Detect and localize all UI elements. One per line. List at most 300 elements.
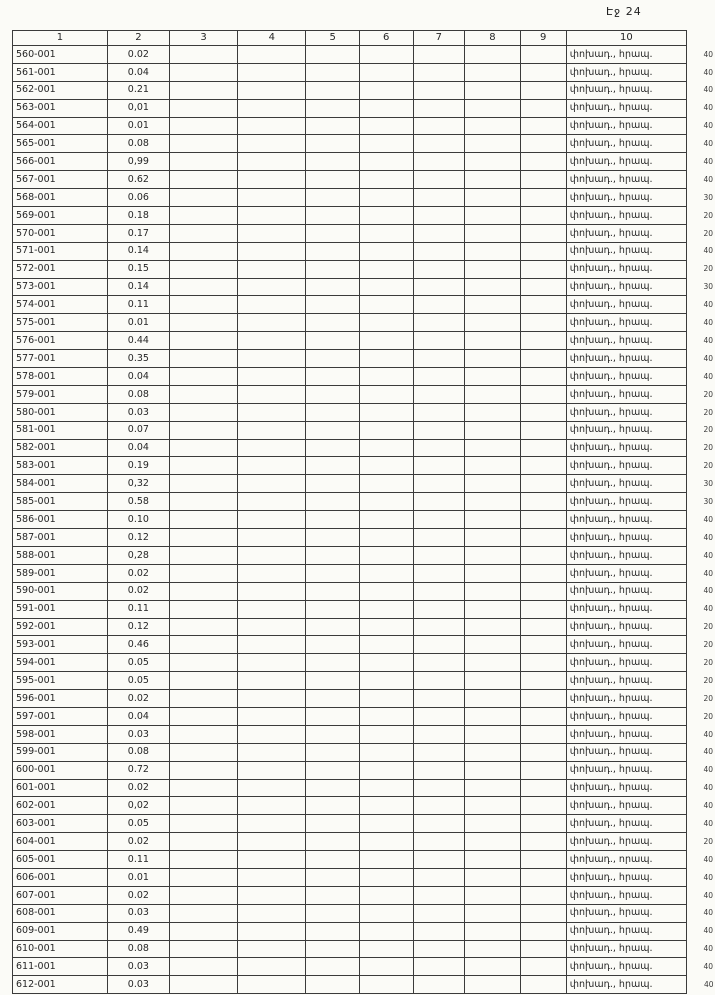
value-cell: 0.46 bbox=[107, 636, 169, 654]
code-cell: 610-001 bbox=[13, 940, 108, 958]
margin-number: 20 bbox=[703, 657, 713, 667]
value-cell: 0.05 bbox=[107, 815, 169, 833]
column-header-8: 8 bbox=[465, 31, 520, 46]
code-cell: 581-001 bbox=[13, 421, 108, 439]
empty-cell bbox=[169, 63, 237, 81]
note-cell: փոխադ., հրապ. bbox=[566, 904, 686, 922]
margin-number: 40 bbox=[703, 926, 713, 936]
empty-cell bbox=[359, 761, 413, 779]
margin-number: 40 bbox=[703, 854, 713, 864]
empty-cell bbox=[359, 242, 413, 260]
empty-cell bbox=[465, 421, 520, 439]
empty-cell bbox=[520, 743, 566, 761]
note-cell: փոխադ., հրապ. bbox=[566, 636, 686, 654]
empty-cell bbox=[306, 618, 360, 636]
empty-cell bbox=[359, 725, 413, 743]
empty-cell bbox=[238, 189, 306, 207]
empty-cell bbox=[465, 224, 520, 242]
empty-cell bbox=[465, 725, 520, 743]
value-cell: 0.06 bbox=[107, 189, 169, 207]
code-cell: 594-001 bbox=[13, 654, 108, 672]
empty-cell bbox=[413, 135, 465, 153]
table-row bbox=[13, 242, 715, 260]
empty-cell bbox=[169, 368, 237, 386]
empty-cell bbox=[465, 690, 520, 708]
empty-cell bbox=[306, 457, 360, 475]
empty-cell bbox=[359, 815, 413, 833]
table-row bbox=[13, 546, 715, 564]
empty-cell bbox=[238, 958, 306, 976]
empty-cell bbox=[169, 815, 237, 833]
value-cell: 0.35 bbox=[107, 350, 169, 368]
empty-cell bbox=[465, 350, 520, 368]
empty-cell bbox=[238, 99, 306, 117]
empty-cell bbox=[238, 779, 306, 797]
empty-cell bbox=[238, 725, 306, 743]
margin-number: 40 bbox=[703, 174, 713, 184]
note-cell: փոխադ., հրապ. bbox=[566, 189, 686, 207]
note-cell: փոխադ., հրապ. bbox=[566, 725, 686, 743]
empty-cell bbox=[306, 511, 360, 529]
empty-cell bbox=[169, 278, 237, 296]
empty-cell bbox=[306, 600, 360, 618]
empty-cell bbox=[359, 207, 413, 225]
note-cell: փոխադ., հրապ. bbox=[566, 135, 686, 153]
code-cell: 564-001 bbox=[13, 117, 108, 135]
value-cell: 0.17 bbox=[107, 224, 169, 242]
note-cell: փոխադ., հրապ. bbox=[566, 117, 686, 135]
empty-cell bbox=[169, 153, 237, 171]
note-cell: փոխադ., հրապ. bbox=[566, 582, 686, 600]
empty-cell bbox=[413, 63, 465, 81]
empty-cell bbox=[465, 171, 520, 189]
value-cell: 0.08 bbox=[107, 940, 169, 958]
note-cell: փոխադ., հրապ. bbox=[566, 385, 686, 403]
code-cell: 588-001 bbox=[13, 546, 108, 564]
empty-cell bbox=[359, 511, 413, 529]
empty-cell bbox=[238, 546, 306, 564]
empty-cell bbox=[520, 278, 566, 296]
empty-cell bbox=[306, 743, 360, 761]
empty-cell bbox=[238, 278, 306, 296]
note-cell: փոխադ., հրապ. bbox=[566, 350, 686, 368]
code-cell: 589-001 bbox=[13, 564, 108, 582]
empty-cell bbox=[520, 886, 566, 904]
margin-number: 40 bbox=[703, 586, 713, 596]
empty-cell bbox=[413, 886, 465, 904]
empty-cell bbox=[520, 385, 566, 403]
empty-cell bbox=[413, 368, 465, 386]
table-row bbox=[13, 332, 715, 350]
empty-cell bbox=[520, 242, 566, 260]
table-row bbox=[13, 636, 715, 654]
value-cell: 0.11 bbox=[107, 600, 169, 618]
note-cell: փոխադ., հրապ. bbox=[566, 546, 686, 564]
empty-cell bbox=[306, 278, 360, 296]
empty-cell bbox=[413, 457, 465, 475]
empty-cell bbox=[359, 636, 413, 654]
empty-cell bbox=[169, 117, 237, 135]
margin-number: 40 bbox=[703, 49, 713, 59]
code-cell: 611-001 bbox=[13, 958, 108, 976]
value-cell: 0.12 bbox=[107, 529, 169, 547]
margin-number: 20 bbox=[703, 264, 713, 274]
value-cell: 0.03 bbox=[107, 904, 169, 922]
empty-cell bbox=[520, 636, 566, 654]
empty-cell bbox=[169, 475, 237, 493]
empty-cell bbox=[238, 135, 306, 153]
empty-cell bbox=[413, 421, 465, 439]
empty-cell bbox=[465, 564, 520, 582]
value-cell: 0.03 bbox=[107, 958, 169, 976]
margin-number: 20 bbox=[703, 711, 713, 721]
note-cell: փոխադ., հրապ. bbox=[566, 797, 686, 815]
empty-cell bbox=[413, 743, 465, 761]
empty-cell bbox=[306, 296, 360, 314]
table-row bbox=[13, 475, 715, 493]
empty-cell bbox=[238, 636, 306, 654]
value-cell: 0.72 bbox=[107, 761, 169, 779]
empty-cell bbox=[169, 618, 237, 636]
table-row bbox=[13, 421, 715, 439]
empty-cell bbox=[359, 529, 413, 547]
empty-cell bbox=[465, 207, 520, 225]
code-cell: 580-001 bbox=[13, 403, 108, 421]
table-row bbox=[13, 976, 715, 994]
value-cell: 0,32 bbox=[107, 475, 169, 493]
empty-cell bbox=[306, 707, 360, 725]
margin-number: 40 bbox=[703, 67, 713, 77]
table-row bbox=[13, 260, 715, 278]
empty-cell bbox=[306, 46, 360, 64]
empty-cell bbox=[359, 278, 413, 296]
note-cell: փոխադ., հրապ. bbox=[566, 368, 686, 386]
empty-cell bbox=[520, 654, 566, 672]
empty-cell bbox=[465, 672, 520, 690]
empty-cell bbox=[413, 958, 465, 976]
table-row bbox=[13, 189, 715, 207]
empty-cell bbox=[413, 207, 465, 225]
code-cell: 577-001 bbox=[13, 350, 108, 368]
empty-cell bbox=[520, 582, 566, 600]
value-cell: 0.08 bbox=[107, 385, 169, 403]
empty-cell bbox=[520, 224, 566, 242]
margin-number: 20 bbox=[703, 693, 713, 703]
note-cell: փոխադ., հրապ. bbox=[566, 815, 686, 833]
note-cell: փոխադ., հրապ. bbox=[566, 314, 686, 332]
note-cell: փոխադ., հրապ. bbox=[566, 224, 686, 242]
column-header-3: 3 bbox=[169, 31, 237, 46]
note-cell: փոխադ., որապ. bbox=[566, 851, 686, 869]
empty-cell bbox=[169, 958, 237, 976]
empty-cell bbox=[520, 135, 566, 153]
empty-cell bbox=[413, 475, 465, 493]
empty-cell bbox=[238, 332, 306, 350]
empty-cell bbox=[169, 511, 237, 529]
empty-cell bbox=[413, 797, 465, 815]
note-cell: փոխադ., հրապ. bbox=[566, 529, 686, 547]
empty-cell bbox=[169, 350, 237, 368]
empty-cell bbox=[413, 654, 465, 672]
empty-cell bbox=[238, 63, 306, 81]
empty-cell bbox=[520, 439, 566, 457]
value-cell: 0.04 bbox=[107, 707, 169, 725]
empty-cell bbox=[520, 779, 566, 797]
empty-cell bbox=[465, 81, 520, 99]
empty-cell bbox=[238, 940, 306, 958]
empty-cell bbox=[238, 171, 306, 189]
table-row bbox=[13, 600, 715, 618]
table-header-row bbox=[13, 31, 715, 46]
empty-cell bbox=[359, 189, 413, 207]
empty-cell bbox=[520, 296, 566, 314]
code-cell: 596-001 bbox=[13, 690, 108, 708]
table-row bbox=[13, 117, 715, 135]
value-cell: 0.08 bbox=[107, 135, 169, 153]
table-row bbox=[13, 81, 715, 99]
table-row bbox=[13, 779, 715, 797]
empty-cell bbox=[238, 904, 306, 922]
table-row bbox=[13, 886, 715, 904]
empty-cell bbox=[238, 81, 306, 99]
table-row bbox=[13, 46, 715, 64]
table-row bbox=[13, 797, 715, 815]
table-row bbox=[13, 385, 715, 403]
empty-cell bbox=[465, 654, 520, 672]
empty-cell bbox=[238, 260, 306, 278]
value-cell: 0.07 bbox=[107, 421, 169, 439]
code-cell: 566-001 bbox=[13, 153, 108, 171]
empty-cell bbox=[413, 976, 465, 994]
note-cell: փոխադ., հրապ. bbox=[566, 761, 686, 779]
margin-number: 40 bbox=[703, 514, 713, 524]
empty-cell bbox=[413, 851, 465, 869]
value-cell: 0.04 bbox=[107, 368, 169, 386]
empty-cell bbox=[359, 314, 413, 332]
empty-cell bbox=[169, 224, 237, 242]
empty-cell bbox=[359, 582, 413, 600]
empty-cell bbox=[169, 207, 237, 225]
empty-cell bbox=[520, 63, 566, 81]
empty-cell bbox=[306, 636, 360, 654]
value-cell: 0,28 bbox=[107, 546, 169, 564]
margin-number: 20 bbox=[703, 443, 713, 453]
value-cell: 0.19 bbox=[107, 457, 169, 475]
empty-cell bbox=[413, 153, 465, 171]
empty-cell bbox=[238, 564, 306, 582]
note-cell: փոխադ., հրապ. bbox=[566, 99, 686, 117]
empty-cell bbox=[306, 886, 360, 904]
empty-cell bbox=[169, 171, 237, 189]
table-row bbox=[13, 99, 715, 117]
empty-cell bbox=[359, 707, 413, 725]
empty-cell bbox=[413, 529, 465, 547]
code-cell: 604-001 bbox=[13, 833, 108, 851]
note-cell: փոխադ., հրապ. bbox=[566, 332, 686, 350]
empty-cell bbox=[306, 725, 360, 743]
margin-number: 30 bbox=[703, 479, 713, 489]
empty-cell bbox=[169, 546, 237, 564]
empty-cell bbox=[520, 940, 566, 958]
value-cell: 0.05 bbox=[107, 672, 169, 690]
table-row bbox=[13, 153, 715, 171]
empty-cell bbox=[465, 958, 520, 976]
value-cell: 0.58 bbox=[107, 493, 169, 511]
empty-cell bbox=[520, 511, 566, 529]
code-cell: 563-001 bbox=[13, 99, 108, 117]
empty-cell bbox=[413, 672, 465, 690]
code-cell: 565-001 bbox=[13, 135, 108, 153]
margin-number: 40 bbox=[703, 980, 714, 989]
empty-cell bbox=[169, 99, 237, 117]
empty-cell bbox=[465, 189, 520, 207]
code-cell: 570-001 bbox=[13, 224, 108, 242]
empty-cell bbox=[359, 385, 413, 403]
empty-cell bbox=[465, 296, 520, 314]
empty-cell bbox=[306, 403, 360, 421]
value-cell: 0.03 bbox=[107, 725, 169, 743]
code-cell: 597-001 bbox=[13, 707, 108, 725]
empty-cell bbox=[413, 618, 465, 636]
empty-cell bbox=[465, 922, 520, 940]
table-row bbox=[13, 314, 715, 332]
empty-cell bbox=[465, 851, 520, 869]
empty-cell bbox=[465, 600, 520, 618]
empty-cell bbox=[465, 403, 520, 421]
empty-cell bbox=[359, 833, 413, 851]
note-cell: փոխադ., հրապ. bbox=[566, 207, 686, 225]
empty-cell bbox=[413, 582, 465, 600]
empty-cell bbox=[465, 636, 520, 654]
empty-cell bbox=[520, 922, 566, 940]
empty-cell bbox=[169, 725, 237, 743]
empty-cell bbox=[413, 314, 465, 332]
empty-cell bbox=[169, 868, 237, 886]
empty-cell bbox=[520, 546, 566, 564]
empty-cell bbox=[359, 224, 413, 242]
empty-cell bbox=[238, 153, 306, 171]
value-cell: 0.44 bbox=[107, 332, 169, 350]
empty-cell bbox=[359, 797, 413, 815]
table-row bbox=[13, 761, 715, 779]
empty-cell bbox=[238, 886, 306, 904]
margin-number: 40 bbox=[703, 962, 713, 972]
table-row bbox=[13, 690, 715, 708]
empty-cell bbox=[465, 529, 520, 547]
note-cell: փոխադ., հրապ. bbox=[566, 833, 686, 851]
margin-number: 40 bbox=[703, 335, 713, 345]
margin-number: 20 bbox=[703, 675, 713, 685]
table-row bbox=[13, 63, 715, 81]
code-cell: 586-001 bbox=[13, 511, 108, 529]
table-row bbox=[13, 815, 715, 833]
code-cell: 607-001 bbox=[13, 886, 108, 904]
empty-cell bbox=[169, 797, 237, 815]
empty-cell bbox=[413, 403, 465, 421]
empty-cell bbox=[465, 815, 520, 833]
code-cell: 598-001 bbox=[13, 725, 108, 743]
empty-cell bbox=[359, 63, 413, 81]
empty-cell bbox=[520, 207, 566, 225]
value-cell: 0.18 bbox=[107, 207, 169, 225]
note-cell: փոխադ., հրապ. bbox=[566, 475, 686, 493]
empty-cell bbox=[359, 493, 413, 511]
empty-cell bbox=[465, 332, 520, 350]
empty-cell bbox=[520, 314, 566, 332]
empty-cell bbox=[413, 922, 465, 940]
empty-cell bbox=[359, 672, 413, 690]
empty-cell bbox=[169, 260, 237, 278]
empty-cell bbox=[413, 350, 465, 368]
note-cell: փոխադ., հրապ. bbox=[566, 958, 686, 976]
table-row bbox=[13, 171, 715, 189]
empty-cell bbox=[306, 314, 360, 332]
code-cell: 593-001 bbox=[13, 636, 108, 654]
margin-number: 40 bbox=[703, 300, 713, 310]
margin-number: 20 bbox=[703, 461, 713, 471]
empty-cell bbox=[359, 403, 413, 421]
note-cell: փոխադ., հրապ. bbox=[566, 564, 686, 582]
empty-cell bbox=[465, 439, 520, 457]
note-cell: փոխադ., հրապ. bbox=[566, 403, 686, 421]
margin-number: 40 bbox=[703, 818, 713, 828]
empty-cell bbox=[238, 743, 306, 761]
empty-cell bbox=[238, 761, 306, 779]
empty-cell bbox=[465, 385, 520, 403]
empty-cell bbox=[306, 332, 360, 350]
empty-cell bbox=[306, 81, 360, 99]
table-row bbox=[13, 511, 715, 529]
empty-cell bbox=[238, 403, 306, 421]
note-cell: փոխադ., հրապ. bbox=[566, 886, 686, 904]
value-cell: 0.11 bbox=[107, 296, 169, 314]
empty-cell bbox=[413, 117, 465, 135]
empty-cell bbox=[520, 421, 566, 439]
margin-number: 20 bbox=[703, 622, 713, 632]
note-cell: փոխադ., հրապ. bbox=[566, 779, 686, 797]
note-cell: փոխադ., հրապ. bbox=[566, 868, 686, 886]
empty-cell bbox=[169, 654, 237, 672]
empty-cell bbox=[169, 690, 237, 708]
empty-cell bbox=[238, 797, 306, 815]
empty-cell bbox=[306, 368, 360, 386]
empty-cell bbox=[359, 779, 413, 797]
margin-number: 40 bbox=[703, 747, 713, 757]
code-cell: 591-001 bbox=[13, 600, 108, 618]
empty-cell bbox=[359, 743, 413, 761]
code-cell: 561-001 bbox=[13, 63, 108, 81]
empty-cell bbox=[520, 99, 566, 117]
margin-column-header bbox=[687, 31, 715, 46]
empty-cell bbox=[465, 511, 520, 529]
empty-cell bbox=[359, 421, 413, 439]
empty-cell bbox=[359, 350, 413, 368]
code-cell: 574-001 bbox=[13, 296, 108, 314]
empty-cell bbox=[306, 63, 360, 81]
empty-cell bbox=[359, 135, 413, 153]
empty-cell bbox=[359, 296, 413, 314]
empty-cell bbox=[359, 46, 413, 64]
value-cell: 0.02 bbox=[107, 886, 169, 904]
empty-cell bbox=[413, 725, 465, 743]
empty-cell bbox=[238, 457, 306, 475]
table-row bbox=[13, 207, 715, 225]
empty-cell bbox=[238, 600, 306, 618]
code-cell: 603-001 bbox=[13, 815, 108, 833]
empty-cell bbox=[169, 242, 237, 260]
empty-cell bbox=[306, 922, 360, 940]
note-cell: փոխադ., հրապ. bbox=[566, 81, 686, 99]
